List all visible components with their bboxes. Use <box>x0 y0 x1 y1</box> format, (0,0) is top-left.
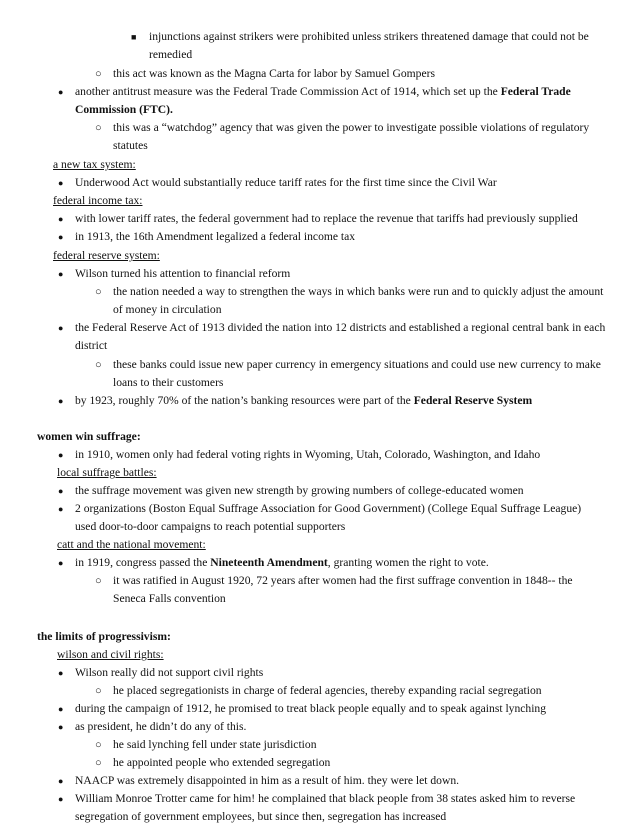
circle-bullet-icon: ○ <box>95 757 102 769</box>
dot-bullet-icon: ● <box>58 232 64 242</box>
subheading-catt-movement: catt and the national movement: <box>57 538 206 551</box>
text-line: Commission (FTC). <box>75 103 173 116</box>
text-line: of money in circulation <box>113 303 222 316</box>
text-line: the suffrage movement was given new strength by growing numbers of college-educated women <box>75 484 524 497</box>
text-line: he appointed people who extended segregation <box>113 756 331 769</box>
subheading-wilson-civil-rights: wilson and civil rights: <box>57 648 164 661</box>
dot-bullet-icon: ● <box>58 668 64 678</box>
heading-women-suffrage: women win suffrage: <box>37 430 141 443</box>
circle-bullet-icon: ○ <box>95 359 102 371</box>
text-line: by 1923, roughly 70% of the nation’s banking resources were part of the Federal Reserve System <box>75 394 533 407</box>
subheading-income-tax: federal income tax: <box>53 194 143 207</box>
text-line: segregation of government employees, but since then, segregation has increased <box>75 810 447 823</box>
text-line: this act was known as the Magna Carta for labor by Samuel Gompers <box>113 67 435 80</box>
dot-bullet-icon: ● <box>58 486 64 496</box>
dot-bullet-icon: ● <box>58 794 64 804</box>
text-line: he said lynching fell under state jurisdiction <box>113 738 317 751</box>
text-line: William Monroe Trotter came for him! he complained that black people from 38 states asked him to reverse <box>75 792 576 805</box>
dot-bullet-icon: ● <box>58 178 64 188</box>
text-line: the nation needed a way to strengthen the ways in which banks were run and to quickly adjust the amount <box>113 285 604 298</box>
text-line: remedied <box>149 48 193 61</box>
text-line: loans to their customers <box>113 376 224 389</box>
dot-bullet-icon: ● <box>58 704 64 714</box>
text-line: during the campaign of 1912, he promised to treat black people equally and to speak against lynching <box>75 702 547 715</box>
dot-bullet-icon: ● <box>58 396 64 406</box>
text-line: 2 organizations (Boston Equal Suffrage Association for Good Government) (College Equal Suffrage League) <box>75 502 582 515</box>
text-line: in 1919, congress passed the Nineteenth Amendment, granting women the right to vote. <box>75 556 489 569</box>
text-line: in 1910, women only had federal voting rights in Wyoming, Utah, Colorado, Washington, and Idaho <box>75 448 541 461</box>
dot-bullet-icon: ● <box>58 269 64 279</box>
text-line: Underwood Act would substantially reduce tariff rates for the first time since the Civil War <box>75 176 497 189</box>
circle-bullet-icon: ○ <box>95 739 102 751</box>
text-line: injunctions against strikers were prohibited unless strikers threatened damage that could not be <box>149 30 589 43</box>
circle-bullet-icon: ○ <box>95 122 102 134</box>
circle-bullet-icon: ○ <box>95 68 102 80</box>
text-line: these banks could issue new paper currency in emergency situations and could use new currency to make <box>113 358 601 371</box>
text-line: Wilson really did not support civil rights <box>75 666 264 679</box>
circle-bullet-icon: ○ <box>95 575 102 587</box>
subheading-reserve-system: federal reserve system: <box>53 249 160 262</box>
dot-bullet-icon: ● <box>58 722 64 732</box>
heading-limits-progressivism: the limits of progressivism: <box>37 630 171 643</box>
dot-bullet-icon: ● <box>58 323 64 333</box>
subheading-tax-system: a new tax system: <box>53 158 136 171</box>
text-line: the Federal Reserve Act of 1913 divided the nation into 12 districts and established a regional central bank in each <box>75 321 606 334</box>
text-line: as president, he didn’t do any of this. <box>75 720 247 733</box>
circle-bullet-icon: ○ <box>95 685 102 697</box>
text-line: used door-to-door campaigns to reach potential supporters <box>75 520 346 533</box>
dot-bullet-icon: ● <box>58 504 64 514</box>
square-bullet-icon: ■ <box>131 32 137 42</box>
text-line: with lower tariff rates, the federal government had to replace the revenue that tariffs had previously supplied <box>75 212 578 225</box>
circle-bullet-icon: ○ <box>95 286 102 298</box>
dot-bullet-icon: ● <box>58 558 64 568</box>
text-line: he placed segregationists in charge of federal agencies, thereby expanding racial segregation <box>113 684 542 697</box>
subheading-local-suffrage: local suffrage battles: <box>57 466 157 479</box>
text-line: NAACP was extremely disappointed in him as a result of him. they were let down. <box>75 774 460 787</box>
text-line: this was a “watchdog” agency that was given the power to investigate possible violations of regulatory <box>113 121 590 134</box>
text-line: it was ratified in August 1920, 72 years after women had the first suffrage convention in 1848-- the <box>113 574 573 587</box>
text-line: Seneca Falls convention <box>113 592 226 605</box>
text-line: another antitrust measure was the Federal Trade Commission Act of 1914, which set up the Federal Trade <box>75 85 571 98</box>
text-line: statutes <box>113 139 148 152</box>
dot-bullet-icon: ● <box>58 87 64 97</box>
text-line: in 1913, the 16th Amendment legalized a federal income tax <box>75 230 356 243</box>
text-line: Wilson turned his attention to financial reform <box>75 267 291 280</box>
dot-bullet-icon: ● <box>58 776 64 786</box>
dot-bullet-icon: ● <box>58 214 64 224</box>
dot-bullet-icon: ● <box>58 450 64 460</box>
text-line: district <box>75 339 108 352</box>
